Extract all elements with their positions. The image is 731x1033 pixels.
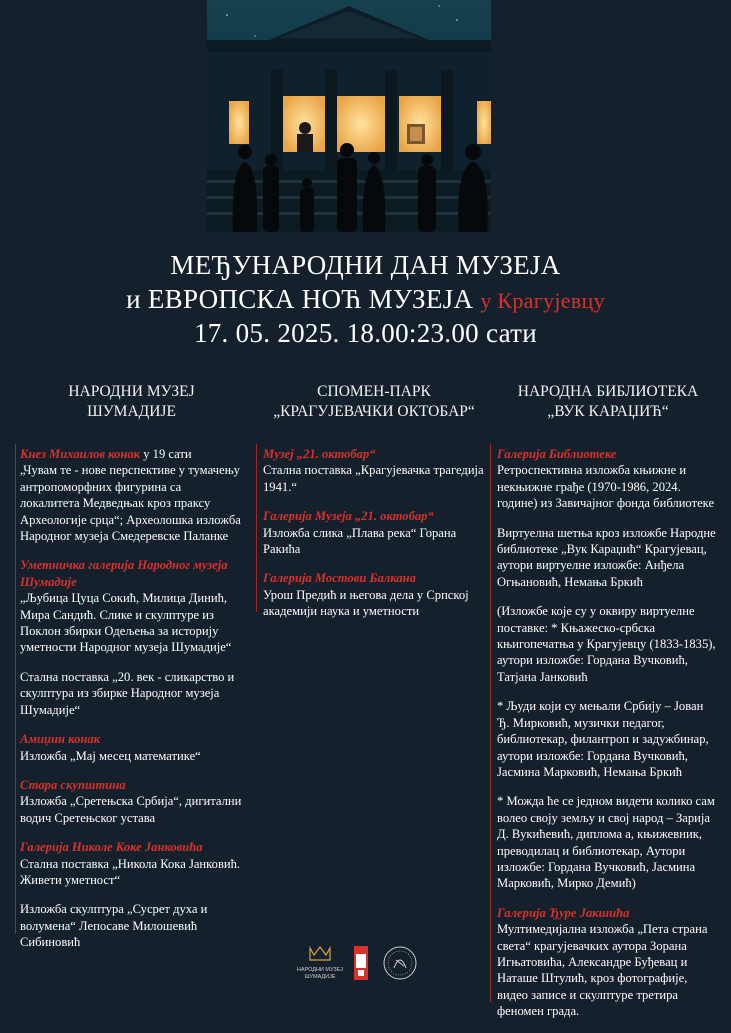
- venue-name: Амиџин конак: [20, 732, 101, 747]
- library-seal-icon: [384, 947, 416, 979]
- program-text: Стална поставка „Крагујевачка трагедија 1941.“: [263, 463, 484, 494]
- program-text: Изложба слика „Плава река“ Горана Ракића: [263, 525, 457, 557]
- heading-line: НАРОДНИ МУЗЕЈ: [68, 383, 195, 400]
- venue-name: Галерија Мостови Балкана: [263, 571, 416, 586]
- program-item: [497, 793, 719, 891]
- program-item: [497, 698, 719, 780]
- venue-name: Галерија Николе Коке Јанковића: [20, 840, 203, 855]
- column-library: [497, 446, 719, 1033]
- column-memorial-park: [263, 446, 485, 633]
- program-text: „Љубица Цуца Сокић, Милица Динић, Мира Сандић. Слике и скулптуре из Поклон збирки Одељења за историју уметности Народног музеја Шумадије“: [20, 591, 232, 655]
- program-text: Стална поставка „20. век - сликарство и скулптура из збирке Народног музеја Шумадије“: [20, 669, 235, 717]
- venue-time: у 19 сати: [140, 447, 192, 461]
- column-divider: [256, 444, 257, 612]
- program-item: [497, 603, 719, 685]
- heading-line: „ВУК КАРАЏИЋ“: [547, 403, 669, 420]
- crown-icon: [310, 947, 330, 960]
- column-heading-memorial-park: [263, 382, 485, 422]
- partner-logos: [296, 944, 436, 984]
- column-heading-museum: [20, 382, 243, 422]
- program-text: Виртуелна шетња кроз изложбе Народне библиотеке „Вук Караџић“ Крагујевац, аутори виртуелне изложбе: Анђела Огњановић, Немања Бркић: [497, 525, 716, 589]
- program-item: [263, 570, 485, 619]
- heading-line: СПОМЕН-ПАРК: [317, 383, 431, 400]
- program-item: [497, 525, 719, 591]
- venue-name: Галерија Ђуре Јакшића: [497, 905, 630, 920]
- venue-name: Музеј „21. октобар“: [263, 447, 376, 461]
- event-date-time: 17. 05. 2025. 18.00:23.00 сати: [193, 318, 538, 348]
- venue-name: Уметничка галерија Народног музеја Шумадије: [20, 558, 228, 589]
- red-emblem-icon: [354, 946, 368, 980]
- program-text: Мултимедијална изложба „Пета страна света“ крагујевачких аутора Зорана Игњатовића, Александре Буђевац и Наташе Штулић, кроз фотографије, видео записе и скулптуре третира феномен града.: [497, 922, 708, 1019]
- event-title-main: и ЕВРОПСКА НОЋ МУЗЕЈА: [126, 284, 474, 314]
- program-text: Урош Предић и његова дела у Српској академији наука и уметности: [263, 587, 469, 619]
- heading-line: ШУМАДИЈЕ: [87, 403, 176, 420]
- logos-strip: [296, 944, 436, 984]
- program-text: „Чувам те - нове перспективе у тумачењу антропоморфних фигурина са локалитета Медведњак кроз праксу Археологије срца“; Археолошка изложба Народног музеја Смедеревске Паланке: [20, 463, 241, 544]
- program-item: [20, 557, 243, 655]
- column-museum: [20, 446, 243, 964]
- program-item: [20, 839, 243, 888]
- event-title-line1: МЕЂУНАРОДНИ ДАН МУЗЕЈА: [170, 250, 561, 280]
- program-item: [20, 777, 243, 826]
- venue-name: Галерија Музеја „21. октобар“: [263, 509, 434, 524]
- event-title-line2: [0, 284, 731, 315]
- program-text: (Изложбе које су у оквиру виртуелне поставке: * Књажеско-србска књигопечатња у Крагујевцу (1833-1835), аутори изложбе: Гордана Вучковић, Татјана Јанковић: [497, 604, 716, 684]
- program-item: [20, 731, 243, 764]
- museum-logo-text: НАРОДНИ МУЗЕЈ: [296, 967, 344, 973]
- program-text: Изложба скулптура „Сусрет духа и волумена“ Лепосаве Милошевић Сибиновић: [20, 902, 208, 950]
- program-item: [263, 508, 485, 557]
- venue-name: Кнез Михаилов конак: [20, 447, 141, 461]
- museum-logo-text: ШУМАДИЈЕ: [304, 974, 336, 980]
- program-item: [20, 669, 243, 718]
- program-text: * Људи који су мењали Србију – Јован Ђ. Мирковић, музички педагог, библиотекар, филантроп и задужбинар, аутори изложбе: Гордана Вучковић, Јасмина Марковић, Немања Бркић: [497, 699, 709, 779]
- program-item: [497, 905, 719, 1020]
- program-item: [263, 446, 485, 495]
- column-divider: [490, 444, 491, 1002]
- column-divider: [15, 444, 16, 934]
- program-item: [497, 446, 719, 512]
- heading-line: НАРОДНА БИБЛИОТЕКА: [517, 383, 699, 400]
- program-text: Изложба „Мај месец математике“: [20, 748, 201, 763]
- event-city: у Крагујевцу: [480, 288, 605, 313]
- venue-name: Стара скупштина: [20, 777, 126, 792]
- program-text: Изложба „Сретењска Србија“, дигитални водич Сретењског устава: [20, 794, 242, 825]
- venue-name: Галерија Библиотеке: [497, 447, 617, 461]
- program-item: [20, 901, 243, 950]
- heading-line: „КРАГУЈЕВАЧКИ ОКТОБАР“: [273, 403, 475, 420]
- program-text: Ретроспективна изложба књижне и некњижне грађе (1970-1986, 2024. године) из Завичајног фонда библиотеке: [497, 463, 715, 511]
- program-item: [20, 446, 243, 544]
- program-text: Стална поставка „Никола Кока Јанковић. Живети уметност“: [20, 856, 241, 887]
- program-text: * Можда ће се једном видети колико сам волео своју земљу и свој народ – Зарија Д. Вукићевић, диплома а, књижевник, преводилац и библиотекар, Аутори изложбе: Гордана Вучковић, Јасмина Марковић, Мирко Демић): [497, 794, 715, 891]
- museum-illustration: [207, 0, 491, 232]
- column-heading-library: [497, 382, 719, 422]
